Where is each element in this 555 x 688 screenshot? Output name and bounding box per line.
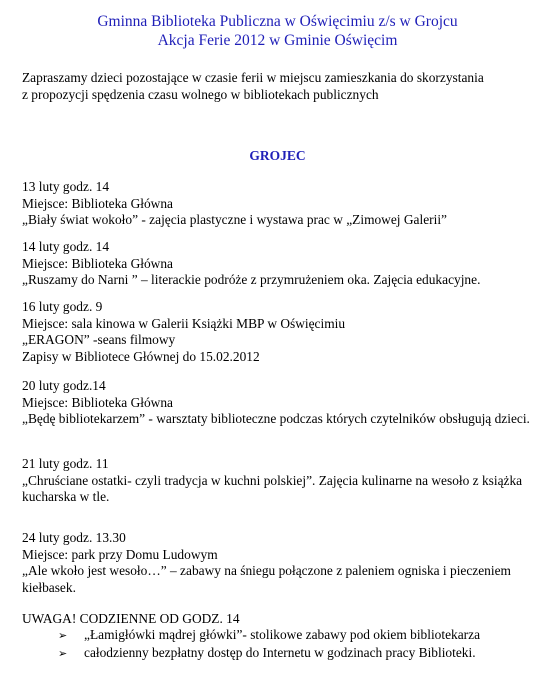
list-item: [58, 627, 480, 645]
section-title: GROJEC: [249, 148, 306, 163]
document-header: [0, 12, 555, 50]
list-item: [58, 645, 480, 663]
event-entry: [22, 456, 542, 506]
event-date: 20 luty godz.14: [22, 378, 106, 393]
event-entry: [22, 239, 542, 289]
event-date: 16 luty godz. 9: [22, 299, 103, 314]
event-place: Miejsce: Biblioteka Główna: [22, 394, 173, 410]
list-item-text: „Łamigłówki mądrej główki”- stolikowe zabawy pod okiem bibliotekarza: [84, 627, 481, 642]
event-registration: Zapisy w Bibliotece Głównej do 15.02.2012: [22, 348, 260, 364]
intro-paragraph: [22, 70, 542, 103]
event-entry: [22, 378, 542, 428]
event-description: „Ruszamy do Narni ” – literackie podróże z przymrużeniem oka. Zajęcia edukacyjne.: [22, 272, 481, 287]
event-entry: [22, 299, 542, 365]
event-place: Miejsce: Biblioteka Główna: [22, 195, 173, 211]
event-date: 13 luty godz. 14: [22, 179, 110, 194]
event-date: 21 luty godz. 11: [22, 456, 109, 471]
event-date: 24 luty godz. 13.30: [22, 530, 126, 545]
event-place: Miejsce: Biblioteka Główna: [22, 255, 173, 271]
arrow-bullet-icon: ➢: [58, 646, 68, 660]
event-entry: [22, 179, 542, 229]
daily-notice-title: UWAGA! CODZIENNE OD GODZ. 14: [22, 611, 240, 626]
header-title: Gminna Biblioteka Publiczna w Oświęcimiu z/s w Grojcu: [97, 13, 458, 30]
arrow-bullet-icon: ➢: [58, 629, 68, 642]
event-entry: [22, 530, 542, 596]
intro-line: z propozycji spędzenia czasu wolnego w bibliotekach publicznych: [22, 86, 379, 102]
list-item-text: całodzienny bezpłatny dostęp do Internetu w godzinach pracy Biblioteki.: [84, 644, 476, 660]
event-description: „Będę bibliotekarzem” - warsztaty biblioteczne podczas których czytelników obsługują dzieci.: [22, 411, 530, 426]
event-date: 14 luty godz. 14: [22, 239, 110, 254]
intro-line: Zapraszamy dzieci pozostające w czasie ferii w miejscu zamieszkania do skorzystania: [22, 70, 484, 85]
event-description: „Ale wkoło jest wesoło…” – zabawy na śniegu połączone z paleniem ogniska i pieczeniem kiełbasek.: [22, 563, 511, 595]
daily-activities-list: [58, 627, 480, 662]
event-description: „ERAGON” -seans filmowy: [22, 332, 176, 347]
event-place: Miejsce: sala kinowa w Galerii Książki MBP w Oświęcimiu: [22, 315, 346, 331]
header-subtitle: Akcja Ferie 2012 w Gminie Oświęcim: [157, 32, 398, 49]
event-place: Miejsce: park przy Domu Ludowym: [22, 546, 218, 562]
event-description: „Chruściane ostatki- czyli tradycja w kuchni polskiej”. Zajęcia kulinarne na wesoło z książka kucharska w tle.: [22, 472, 523, 504]
event-description: „Biały świat wokoło” - zajęcia plastyczne i wystawa prac w „Zimowej Galerii”: [22, 212, 447, 227]
